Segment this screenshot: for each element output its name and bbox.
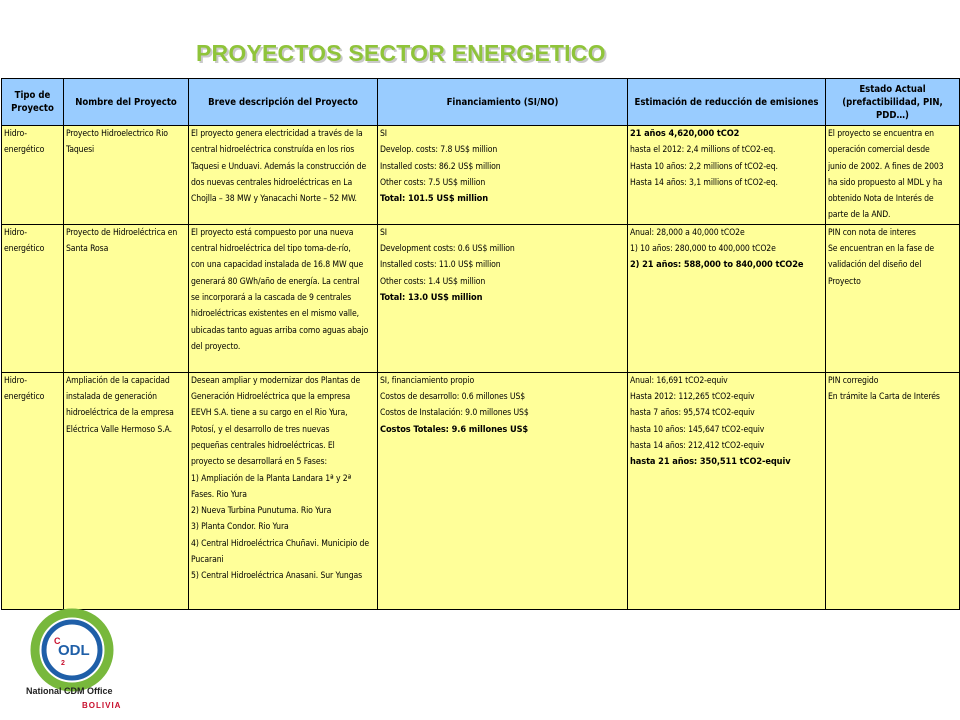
cell-line: hasta 14 años: 212,412 tCO2-equiv [630,440,765,451]
cell-line: hasta 10 años: 145,647 tCO2-equiv [630,424,765,435]
cell-line: Costos de desarrollo: 0.6 millones US$ [380,392,526,403]
cell-line: del proyecto. [191,341,241,352]
cell-line: Hidro- [4,375,27,386]
cell-line: obtenido Nota de Interés de [828,194,934,205]
header-label: Financiamiento (SI/NO) [446,96,559,108]
cell-line: Santa Rosa [66,244,109,255]
cell-line: energético [4,145,45,156]
cell-estado [826,126,960,225]
header-cell [826,79,960,126]
logo-country: BOLIVIA [82,701,122,710]
cell-line: Generación Hidroeléctrica que la empresa [191,392,351,403]
cell-line: pequeñas centrales hidroeléctricas. El [191,440,335,451]
table-row [2,372,960,609]
header-cell [2,79,64,126]
cell-line: Installed costs: 86.2 US$ million [380,161,501,172]
cell-financiamiento [378,126,628,225]
cell-line: energético [4,244,45,255]
cell-line: Proyecto Hidroelectrico Rio [66,129,168,139]
logo-letters-odl: ODL [58,642,90,659]
cell-line: parte de la AND. [828,210,891,221]
cell-line: 3) Planta Condor. Rio Yura [191,522,289,533]
cell-line: Taquesi e Unduavi. Además la construcción de [191,161,367,172]
cell-line: Anual: 28,000 a 40,000 tCO2e [630,227,745,238]
cell-line: Proyecto [828,276,861,287]
cell-emisiones [628,224,826,372]
cell-line: Fases. Rio Yura [191,489,247,500]
cell-line: Total: 101.5 US$ million [380,193,489,205]
header-label: (prefactibilidad, PIN, [842,96,943,108]
logo-letter-c: C [54,636,61,646]
cell-line: Eléctrica Valle Hermoso S.A. [66,424,172,435]
cell-line: PIN con nota de interes [828,227,916,238]
cdm-office-logo [16,606,126,716]
header-label: PDD…) [876,109,909,121]
cell-tipo [2,126,64,225]
cell-tipo [2,224,64,372]
cell-line: Hasta 10 años: 2,2 millions of tCO2-eq. [630,161,778,172]
cell-line: Other costs: 1.4 US$ million [380,276,486,287]
cell-line: Installed costs: 11.0 US$ million [380,260,501,271]
cell-estado [826,224,960,372]
cell-line: El proyecto genera electricidad a través de la [191,129,363,139]
cell-line: central hidroeléctrica construída en los rios [191,145,355,156]
cell-line: se incorporará a la cascada de 9 centrales [191,292,352,303]
cell-nombre [64,224,189,372]
cell-line: 5) Central Hidroeléctrica Anasani. Sur Yungas [191,571,363,582]
cell-line: SI [380,227,387,238]
cell-line: Se encuentran en la fase de [828,244,935,255]
cell-line: SI [380,129,387,139]
cell-descripcion [189,224,378,372]
cell-line: junio de 2002. A fines de 2003 [828,161,944,172]
header-cell [628,79,826,126]
cell-line: Hidro- [4,227,27,238]
table-row [2,224,960,372]
table-row [2,126,960,225]
cell-line: 21 años 4,620,000 tCO2 [630,128,740,139]
cell-line: operación comercial desde [828,145,930,156]
cell-line: proyecto se desarrollará en 5 Fases: [191,457,327,468]
cell-line: Taquesi [66,145,95,156]
cell-line: hasta el 2012: 2,4 millions of tCO2-eq. [630,145,776,156]
header-cell [64,79,189,126]
header-label: Proyecto [11,103,54,114]
header-label: Tipo de [14,90,51,101]
logo-letter-2: 2 [61,660,65,667]
cell-line: dos nuevas centrales hidroeléctricas en La [191,177,353,188]
cell-descripcion [189,372,378,609]
cell-line: con una capacidad instalada de 16.8 MW que [191,260,364,271]
cell-line: 1) 10 años: 280,000 to 400,000 tCO2e [630,244,776,255]
header-label: Breve descripción del Proyecto [208,96,358,108]
cell-line: energético [4,392,45,403]
cell-line: hasta 7 años: 95,574 tCO2-equiv [630,408,755,419]
logo-caption: National CDM Office [26,686,113,696]
cell-line: 4) Central Hidroeléctrica Chuñavi. Municipio de [191,538,370,549]
cell-line: instalada de generación [66,392,157,403]
cell-line: Ampliación de la capacidad [66,375,170,386]
cell-line: 1) Ampliación de la Planta Landara 1ª y 2ª [191,473,352,484]
cell-line: hidroeléctrica de la empresa [66,408,174,419]
header-label: Estimación de reducción de emisiones [634,96,819,108]
cell-line: 2) 21 años: 588,000 to 840,000 tCO2e [630,259,804,271]
cell-line: El proyecto está compuesto por una nueva [191,227,354,238]
cell-line: hidroeléctricas existentes en el mismo valle, [191,309,359,320]
cell-line: central hidroeléctrica del tipo toma-de-río, [191,244,351,255]
cell-line: ubicadas tanto aguas arriba como aguas abajo [191,325,369,336]
header-label: Estado Actual [859,83,926,95]
cell-emisiones [628,372,826,609]
cell-financiamiento [378,372,628,609]
cell-line: Pucarani [191,555,224,566]
cell-line: Potosí, y el desarrollo de tres nuevas [191,424,330,435]
table-header-row [2,79,960,126]
cell-line: PIN corregido [828,375,879,386]
cell-line: En trámite la Carta de Interés [828,392,940,403]
cell-line: ha sido propuesto al MDL y ha [828,177,943,188]
cell-emisiones [628,126,826,225]
cell-line: Hidro- [4,129,27,139]
cell-line: Hasta 2012: 112,265 tCO2-equiv [630,392,755,403]
cell-line: hasta 21 años: 350,511 tCO2-equiv [630,456,791,468]
cell-line: Desean ampliar y modernizar dos Plantas de [191,375,361,386]
cell-line: Other costs: 7.5 US$ million [380,177,486,188]
cell-estado [826,372,960,609]
cell-line: Costos de Instalación: 9.0 millones US$ [380,408,529,419]
cell-line: Development costs: 0.6 US$ million [380,244,515,255]
cell-descripcion [189,126,378,225]
cell-line: Chojlla – 38 MW y Yanacachi Norte – 52 MW. [191,194,357,205]
cell-line: Costos Totales: 9.6 millones US$ [380,423,529,435]
cell-line: validación del diseño del [828,260,922,271]
cell-nombre [64,126,189,225]
cell-nombre [64,372,189,609]
projects-table [1,78,960,610]
cell-line: Anual: 16,691 tCO2-equiv [630,375,728,386]
header-cell [189,79,378,126]
cell-line: EEVH S.A. tiene a su cargo en el Rio Yura, [191,408,348,419]
cell-line: generará 80 GWh/año de energía. La central [191,276,360,287]
cell-line: Total: 13.0 US$ million [380,291,483,303]
cell-line: Develop. costs: 7.8 US$ million [380,145,498,156]
cell-financiamiento [378,224,628,372]
cell-line: SI, financiamiento propio [380,375,475,386]
cell-line: Proyecto de Hidroeléctrica en [66,227,178,238]
cell-tipo [2,372,64,609]
cell-line: 2) Nueva Turbina Punutuma. Rio Yura [191,506,332,517]
cell-line: El proyecto se encuentra en [828,129,934,139]
cell-line: Hasta 14 años: 3,1 millions of tCO2-eq. [630,177,778,188]
header-cell [378,79,628,126]
header-label: Nombre del Proyecto [75,96,177,108]
page-title: PROYECTOS SECTOR ENERGETICO [196,40,606,66]
